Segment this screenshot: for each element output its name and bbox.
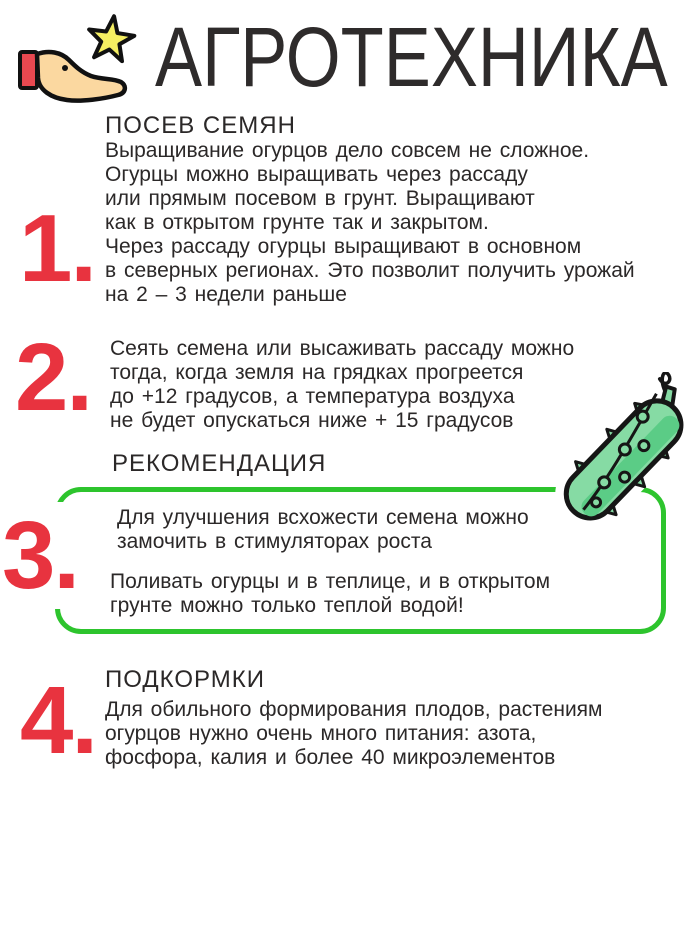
page-title: АГРОТЕХНИКА (155, 10, 668, 104)
text-line: фосфора, калия и более 40 микроэлементов (105, 746, 556, 769)
text-line: Для обильного формирования плодов, растениям (105, 698, 603, 721)
recommendation-tip-2 (110, 570, 550, 618)
text-line: Сеять семена или высаживать рассаду можно (110, 337, 575, 360)
text-line: Выращивание огурцов дело совсем не сложное. (105, 139, 590, 162)
cuff-shape (20, 52, 37, 88)
section-1-number: 1. (19, 195, 96, 302)
section-2-text (110, 337, 574, 433)
text-line: тогда, когда земля на грядках прогреется (110, 361, 524, 384)
text-line: или прямым посевом в грунт. Выращивают (105, 187, 535, 210)
section-2-number: 2. (15, 324, 92, 431)
text-line: грунте можно только теплой водой! (110, 594, 464, 617)
text-line: Для улучшения всхожести семена можно (117, 506, 529, 529)
text-line: на 2 – 3 недели раньше (105, 283, 347, 306)
text-line: замочить в стимуляторах роста (117, 530, 432, 553)
text-line: до +12 градусов, а температура воздуха (110, 385, 515, 408)
section-4-heading: ПОДКОРМКИ (105, 666, 265, 693)
text-line: в северных регионах. Это позволит получить урожай (105, 259, 635, 282)
section-3-number (0, 502, 90, 609)
text-line: Огурцы можно выращивать через рассаду (105, 163, 528, 186)
text-line: как в открытом грунте так и закрытом. (105, 211, 489, 234)
text-line: огурцов нужно очень много питания: азота, (105, 722, 537, 745)
text-line: Поливать огурцы и в теплице, и в открытом (110, 570, 551, 593)
section-4-text (105, 698, 603, 770)
star-icon (85, 13, 136, 62)
cucumber-icon (543, 372, 700, 552)
hand-icon (37, 52, 125, 101)
knuckle-dot (62, 65, 68, 71)
text-line: Через рассаду огурцы выращивают в основном (105, 235, 582, 258)
section-1-text (105, 139, 635, 307)
text-line: не будет опускаться ниже + 15 градусов (110, 409, 514, 432)
section-4-number: 4. (20, 667, 97, 774)
hand-offering-star-icon (15, 12, 137, 108)
section-3-heading: РЕКОМЕНДАЦИЯ (112, 450, 327, 477)
section-1-heading: ПОСЕВ СЕМЯН (105, 112, 296, 139)
recommendation-tip-1 (117, 506, 529, 554)
section-3-number-text: 3. (0, 502, 90, 609)
